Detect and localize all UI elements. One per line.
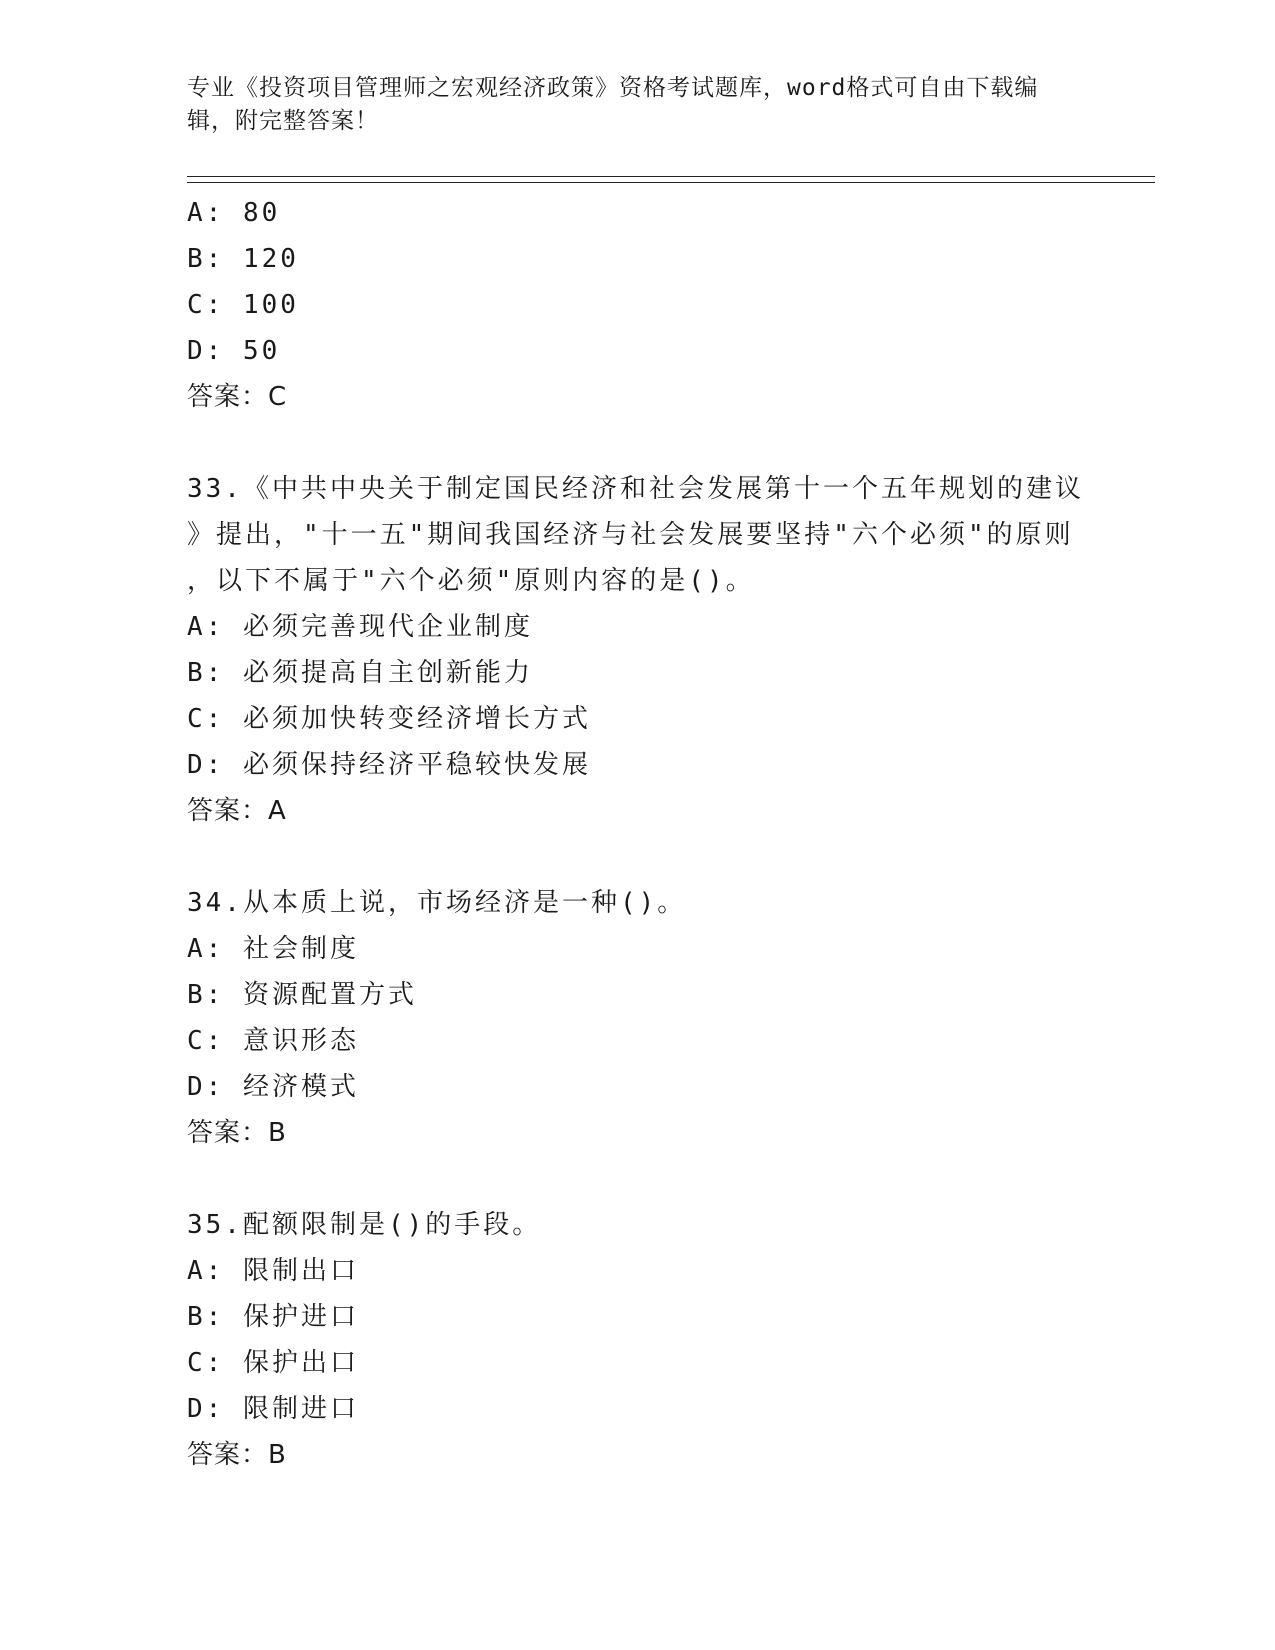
option-c: C: 100: [187, 290, 299, 320]
header-divider-top: [187, 176, 1155, 177]
option-d: D: 经济模式: [187, 1072, 359, 1102]
option-c: C: 保护出口: [187, 1348, 359, 1378]
option-d: D: 50: [187, 336, 281, 366]
answer: 答案：A: [187, 796, 287, 826]
question-block-33: [187, 466, 1087, 834]
option-a: A: 80: [187, 198, 281, 228]
header-divider-bottom: [187, 182, 1155, 183]
option-b: B: 120: [187, 244, 299, 274]
question-stem: 35.配额限制是()的手段。: [187, 1210, 542, 1240]
option-d: D: 必须保持经济平稳较快发展: [187, 750, 591, 780]
option-b: B: 保护进口: [187, 1302, 359, 1332]
question-list: [187, 190, 1087, 1478]
answer: 答案：B: [187, 1118, 287, 1148]
option-c: C: 必须加快转变经济增长方式: [187, 704, 591, 734]
header-line-2: 辑，附完整答案！: [187, 108, 379, 134]
option-b: B: 资源配置方式: [187, 980, 417, 1010]
option-b: B: 必须提高自主创新能力: [187, 658, 533, 688]
question-stem: ，以下不属于"六个必须"原则内容的是()。: [187, 566, 755, 596]
document-header: [187, 72, 1087, 138]
option-a: A: 限制出口: [187, 1256, 359, 1286]
question-block-35: [187, 1202, 1087, 1478]
question-stem: 33.《中共中央关于制定国民经济和社会发展第十一个五年规划的建议: [187, 474, 1084, 504]
option-a: A: 社会制度: [187, 934, 359, 964]
question-block-32: [187, 190, 1087, 420]
option-a: A: 必须完善现代企业制度: [187, 612, 533, 642]
answer: 答案：B: [187, 1440, 287, 1470]
header-line-1: 专业《投资项目管理师之宏观经济政策》资格考试题库，word格式可自由下载编: [187, 75, 1039, 101]
option-d: D: 限制进口: [187, 1394, 359, 1424]
option-c: C: 意识形态: [187, 1026, 359, 1056]
question-stem: 34.从本质上说，市场经济是一种()。: [187, 888, 687, 918]
answer: 答案：C: [187, 382, 288, 412]
question-block-34: [187, 880, 1087, 1156]
question-stem: 》提出，"十一五"期间我国经济与社会发展要坚持"六个必须"的原则: [187, 520, 1074, 550]
